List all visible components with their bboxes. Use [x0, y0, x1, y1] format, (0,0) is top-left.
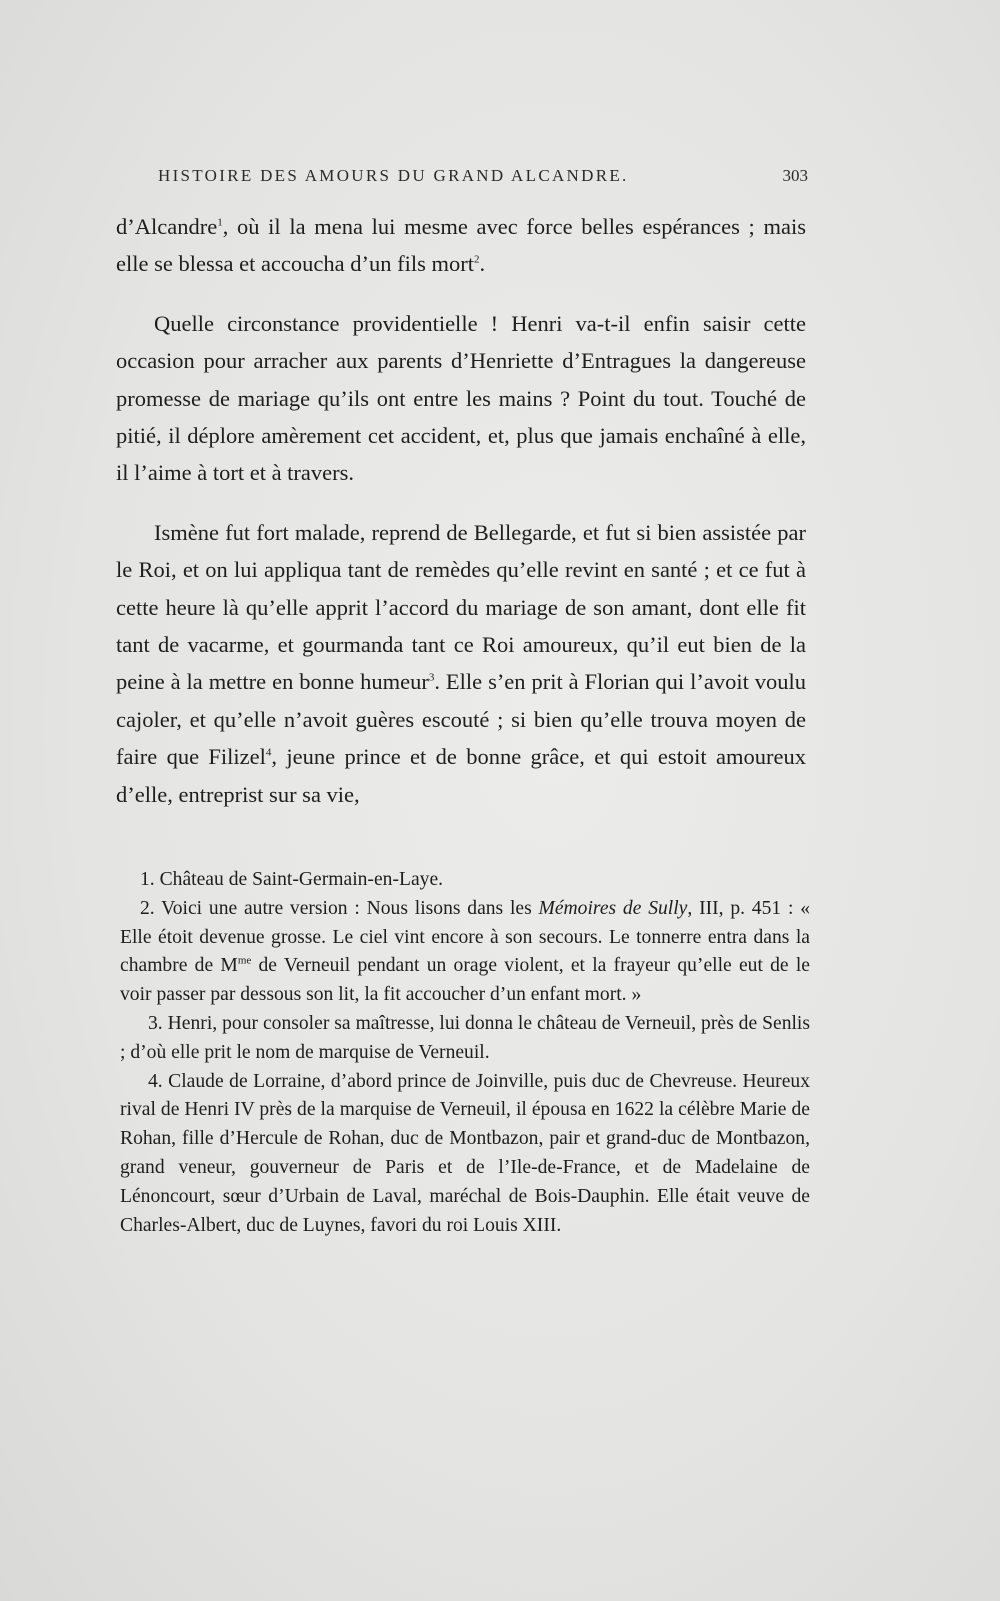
footnote-ref-3: 3: [428, 671, 435, 684]
footnote-3: 3. Henri, pour consoler sa maîtresse, lui donna le château de Verneuil, près de Senlis ; d’où elle prit le nom de marquise de Verneuil.: [120, 1012, 810, 1063]
running-title: HISTOIRE DES AMOURS DU GRAND ALCANDRE.: [158, 166, 629, 185]
main-text: [116, 208, 806, 813]
footnote-ref-1: 1: [217, 216, 223, 229]
paragraph-1-text-a: d’Alcandre: [116, 214, 218, 239]
footnote-ref-2: 2: [474, 253, 480, 266]
footnote-2-text-c: de Verneuil pendant un orage violent, et la frayeur qu’elle eut de le voir passer par dessous son lit, la fit accoucher d’un enfant mort. »: [120, 955, 810, 1006]
footnote-1: 1. Château de Saint-Germain-en-Laye.: [140, 869, 444, 890]
footnote-2-text-b: , III, p. 451 : « Elle étoit devenue grosse. Le ciel vint encore à son secours. Le tonnerre entra dans la chambre de M: [120, 897, 810, 977]
paragraph-1-text-c: .: [479, 251, 486, 277]
footnote-4: 4. Claude de Lorraine, d’abord prince de Joinville, puis duc de Chevreuse. Heureux rival de Henri IV près de la marquise de Verneuil, il épousa en 1622 la célèbre Marie de Rohan, fille d’Hercule de Rohan, duc de Montbazon, pair et grand-duc de Montbazon, grand veneur, gouverneur de Paris et de l’Ile-de-France, et de Madelaine de Lénoncourt, sœur d’Urbain de Laval, maréchal de Bois-Dauphin. Elle était veuve de Charles-Albert, duc de Luynes, favori du roi Louis XIII.: [120, 1070, 810, 1236]
paragraph-3-text-c: , jeune prince et de bonne grâce, et qui estoit amoureux d’elle, entreprist sur sa vie,: [116, 744, 806, 807]
footnote-2-superscript: me: [237, 954, 252, 967]
paragraph-3-text-b: . Elle s’en prit à Florian qui l’avoit voulu cajoler, et qu’elle n’avoit guères escouté ; si bien qu’elle trouva moyen de faire que Filizel: [116, 669, 807, 770]
paragraph-1-text-b: , où il la mena lui mesme avec force belles espérances ; mais elle se blessa et accoucha d’un fils mort: [116, 214, 806, 277]
footnote-2: [120, 895, 810, 1010]
page-number: 303: [782, 166, 808, 185]
footnote-2-book-title: Mémoires de Sully: [538, 897, 688, 919]
footnotes: [120, 866, 810, 1240]
paragraph-3-text-a: Ismène fut fort malade, reprend de Bellegarde, et fut si bien assistée par le Roi, et on lui appliqua tant de remèdes qu’elle revint en santé ; et ce fut à cette heure là qu’elle apprit l’accord du mariage de son amant, dont elle fit tant de vacarme, et gourmanda tant ce Roi amoureux, qu’il eut bien de la peine à la mettre en bonne humeur: [116, 519, 806, 695]
paragraph-1: [116, 208, 806, 283]
footnote-2-text-a: 2. Voici une autre version : Nous lisons dans les: [140, 897, 539, 919]
paragraph-3: [116, 514, 806, 813]
paragraph-2: Quelle circonstance providentielle ! Henri va-t-il enfin saisir cette occasion pour arracher aux parents d’Henriette d’Entragues la dangereuse promesse de mariage qu’ils ont entre les mains ? Point du tout. Touché de pitié, il déplore amèrement cet accident, et, plus que jamais enchaîné à elle, il l’aime à tort et à travers.: [116, 310, 806, 486]
running-header: [158, 166, 808, 196]
footnote-ref-4: 4: [265, 746, 272, 759]
